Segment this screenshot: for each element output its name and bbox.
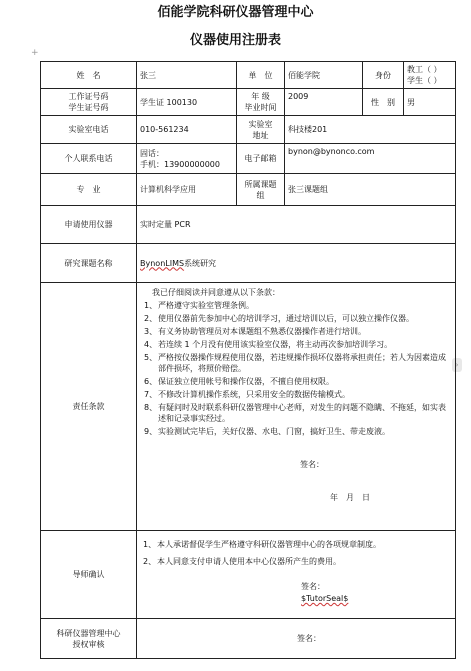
unit-label: 单 位	[237, 62, 285, 89]
grade-label-line2: 毕业时间	[244, 103, 277, 112]
advisor-seal-text: $TutorSeal$	[301, 594, 349, 603]
row-project	[41, 244, 456, 283]
term-number: 8、	[144, 403, 158, 412]
id-label	[41, 89, 137, 116]
name-value[interactable]: 张三	[137, 62, 237, 89]
terms-signature[interactable]: 签名：	[300, 460, 324, 469]
advisor-text: 本人承诺督促学生严格遵守科研仪器管理中心的各项规章制度。	[157, 540, 381, 549]
term-number: 9、	[144, 427, 158, 436]
advisor-signature[interactable]: 签名：	[301, 582, 325, 591]
instrument-value[interactable]: 实时定量 PCR	[137, 206, 456, 244]
term-number: 1、	[144, 301, 158, 310]
unit-value[interactable]: 佰能学院	[285, 62, 363, 89]
advisor-item-2	[143, 556, 452, 567]
terms-date[interactable]: 年 月 日	[330, 493, 370, 502]
advisor-content	[137, 531, 456, 619]
terms-content	[137, 283, 456, 531]
advisor-label: 导师确认	[41, 531, 137, 619]
grade-label-line1: 年 级	[251, 92, 270, 101]
term-text: 有疑问时及时联系科研仪器管理中心老师，对发生的问题不隐瞒、不拖延，如实表述和记录事实经过。	[158, 403, 446, 423]
id-value[interactable]: 学生证 100130	[137, 89, 237, 116]
advisor-number: 1、	[143, 540, 157, 549]
term-number: 4、	[144, 340, 158, 349]
id-label-line2: 学生证号码	[68, 103, 109, 112]
term-item-2	[140, 313, 452, 324]
project-value[interactable]	[137, 244, 456, 283]
contact-mobile-phone[interactable]: 手机：13900000000	[140, 159, 220, 169]
term-number: 7、	[144, 390, 158, 399]
document-title: 佰能学院科研仪器管理中心	[157, 5, 314, 20]
project-name-underlined: BynonLIMS	[140, 258, 185, 268]
contact-fixed-phone[interactable]: 固话：	[140, 148, 164, 158]
term-item-1	[140, 300, 452, 311]
term-item-5	[140, 352, 452, 374]
gender-value[interactable]: 男	[404, 89, 456, 116]
approval-label	[41, 619, 137, 659]
instrument-label: 申请使用仪器	[41, 206, 137, 244]
term-item-9	[140, 426, 452, 437]
contact-value[interactable]	[137, 144, 237, 174]
row-instrument	[41, 206, 456, 244]
email-value[interactable]: bynon@bynonco.com	[285, 144, 456, 174]
approval-label-line1: 科研仪器管理中心	[56, 628, 121, 638]
name-label: 姓 名	[41, 62, 137, 89]
email-label: 电子邮箱	[237, 144, 285, 174]
major-label: 专 业	[41, 174, 137, 206]
lab-phone-value[interactable]: 010-561234	[137, 116, 237, 144]
term-number: 3、	[144, 327, 158, 336]
project-name-rest: 系统研究	[184, 258, 217, 268]
term-text: 严格按仪器操作规程使用仪器，若违规操作损坏仪器将承担责任；若人为因素造成部件损坏，将照价赔偿。	[158, 353, 446, 373]
advisor-seal-placeholder	[143, 593, 452, 604]
group-value[interactable]: 张三课题组	[285, 174, 456, 206]
term-number: 5、	[144, 353, 158, 362]
approval-signature[interactable]: 签名：	[137, 619, 456, 659]
group-label-line2: 组	[256, 190, 265, 200]
id-label-line1: 工作证号码	[68, 92, 109, 101]
grade-label	[237, 89, 285, 116]
lab-phone-label: 实验室电话	[41, 116, 137, 144]
term-number: 6、	[144, 377, 158, 386]
term-number: 2、	[144, 314, 158, 323]
row-approval	[41, 619, 456, 659]
grade-value[interactable]: 2009	[285, 89, 363, 116]
group-label	[237, 174, 285, 206]
term-item-8	[140, 402, 452, 424]
contact-label: 个人联系电话	[41, 144, 137, 174]
project-label: 研究课题名称	[41, 244, 137, 283]
lab-address-label-line1: 实验室	[248, 119, 273, 129]
term-item-4	[140, 339, 452, 350]
lab-address-label	[237, 116, 285, 144]
advisor-item-1	[143, 539, 452, 550]
term-text: 实验测试完毕后，关好仪器、水电、门窗，搞好卫生、带走废液。	[158, 427, 390, 436]
row-major	[41, 174, 456, 206]
term-item-3	[140, 326, 452, 337]
lab-address-value[interactable]: 科技楼201	[285, 116, 456, 144]
term-text: 若连续 1 个月没有使用该实验室仪器，将主动再次参加培训学习。	[158, 340, 393, 349]
advisor-number: 2、	[143, 557, 157, 566]
term-item-7	[140, 389, 452, 400]
row-lab	[41, 116, 456, 144]
identity-options[interactable]	[404, 62, 456, 89]
row-terms	[41, 283, 456, 531]
terms-intro: 我已仔细阅读并同意遵从以下条款：	[152, 288, 280, 297]
term-text: 保证独立使用帐号和操作仪器，不擅自使用权限。	[158, 377, 334, 386]
term-text: 有义务协助管理员对本课题组不熟悉仪器操作者进行培训。	[158, 327, 366, 336]
term-item-6	[140, 376, 452, 387]
registration-form-table	[40, 61, 456, 659]
row-name	[41, 62, 456, 89]
document-subtitle: 仪器使用注册表	[189, 33, 281, 48]
term-text: 使用仪器前先参加中心的培训学习，通过培训以后，可以独立操作仪器。	[158, 314, 414, 323]
row-contact	[41, 144, 456, 174]
identity-option-student[interactable]: 学生（ ）	[407, 76, 442, 85]
approval-label-line2: 授权审核	[72, 639, 105, 649]
identity-option-staff[interactable]: 教工（ ）	[407, 65, 442, 74]
group-label-line1: 所属课题	[244, 179, 277, 189]
advisor-text: 本人同意支付申请人使用本中心仪器所产生的费用。	[157, 557, 341, 566]
terms-label: 责任条款	[41, 283, 137, 531]
table-move-handle-icon[interactable]: +	[31, 48, 39, 58]
major-value[interactable]: 计算机科学应用	[137, 174, 237, 206]
identity-label: 身份	[363, 62, 404, 89]
row-advisor	[41, 531, 456, 619]
lab-address-label-line2: 地址	[252, 130, 269, 140]
term-text: 严格遵守实验室管理条例。	[158, 301, 254, 310]
row-id	[41, 89, 456, 116]
scroll-handle-icon[interactable]: ›	[452, 358, 462, 372]
gender-label: 性 别	[363, 89, 404, 116]
term-text: 不修改计算机操作系统，只采用安全的数据传输模式。	[158, 390, 350, 399]
